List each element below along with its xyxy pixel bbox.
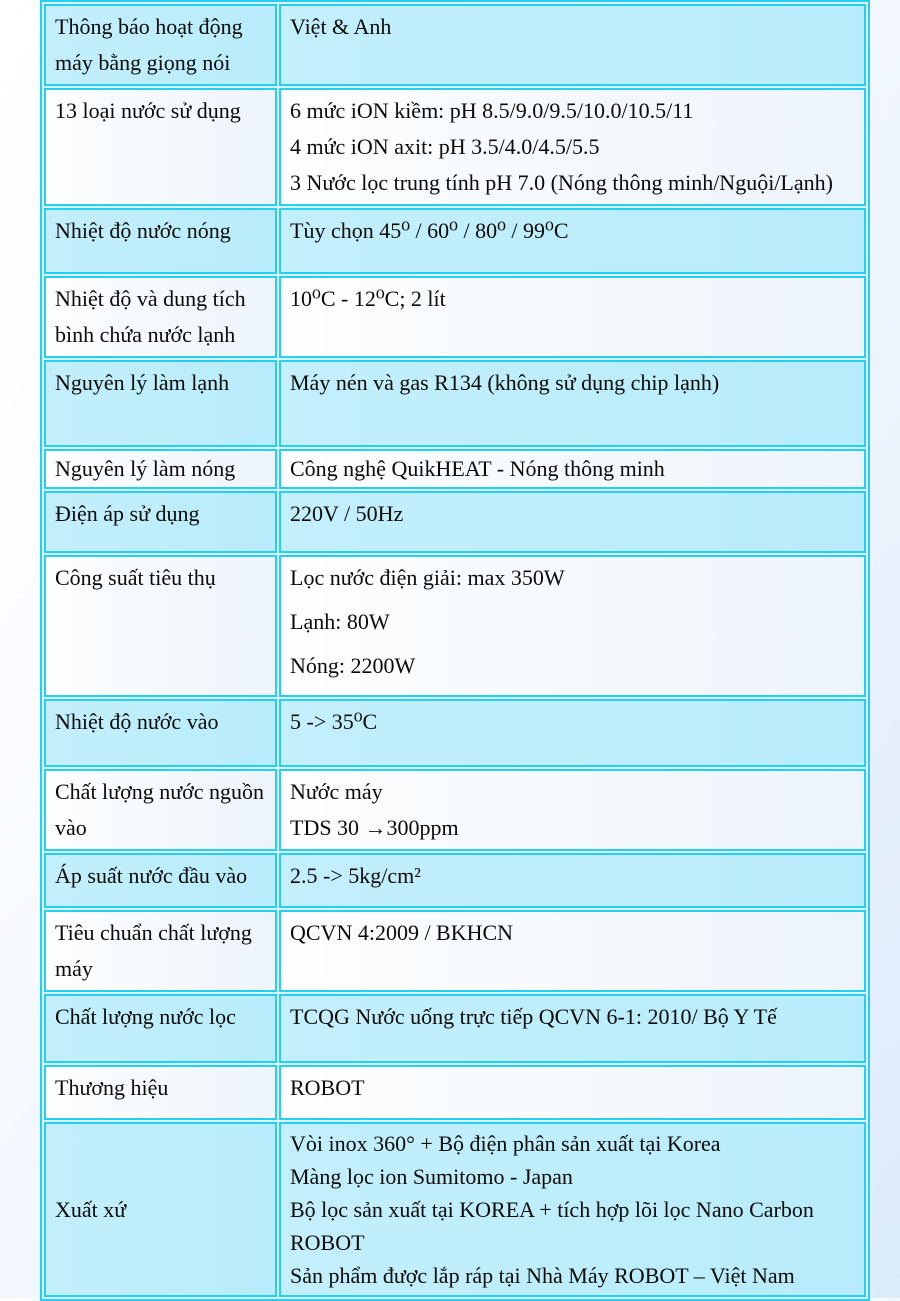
spec-value-cell	[279, 769, 866, 851]
spec-value-cell	[279, 994, 866, 1063]
spec-label-cell: Áp suất nước đầu vào	[44, 853, 277, 908]
table-row	[44, 88, 866, 206]
spec-value-cell	[279, 449, 866, 489]
spec-value-line: 220V / 50Hz	[290, 501, 404, 526]
spec-value-line: 3 Nước lọc trung tính pH 7.0 (Nóng thông minh/Nguội/Lạnh)	[290, 170, 833, 195]
spec-label-cell: Thông báo hoạt động máy bằng giọng nói	[44, 4, 277, 86]
spec-value-line: Màng lọc ion Sumitomo - Japan	[290, 1164, 573, 1189]
spec-value-cell	[279, 699, 866, 767]
spec-value-line: 5 -> 35⁰C	[290, 709, 378, 734]
spec-label-cell: 13 loại nước sử dụng	[44, 88, 277, 206]
table-row	[44, 994, 866, 1063]
table-row	[44, 1065, 866, 1120]
spec-value-line: 6 mức iON kiềm: pH 8.5/9.0/9.5/10.0/10.5/11	[290, 98, 694, 123]
spec-value-line: 10⁰C - 12⁰C; 2 lít	[290, 286, 446, 311]
table-row	[44, 1122, 866, 1297]
spec-label-cell: Nhiệt độ và dung tích bình chứa nước lạnh	[44, 276, 277, 358]
table-row	[44, 853, 866, 908]
table-row	[44, 208, 866, 274]
table-row	[44, 555, 866, 697]
spec-label-cell: Nhiệt độ nước vào	[44, 699, 277, 767]
spec-value-cell	[279, 491, 866, 553]
table-row	[44, 769, 866, 851]
table-row	[44, 360, 866, 447]
spec-label-cell: Chất lượng nước nguồn vào	[44, 769, 277, 851]
table-row	[44, 4, 866, 86]
spec-value-line: TDS 30 →300ppm	[290, 815, 459, 840]
table-row	[44, 491, 866, 553]
table-row	[44, 910, 866, 992]
spec-value-line: TCQG Nước uống trực tiếp QCVN 6-1: 2010/ Bộ Y Tế	[290, 1004, 777, 1029]
spec-label-cell: Công suất tiêu thụ	[44, 555, 277, 697]
spec-value-line: Việt & Anh	[290, 14, 392, 39]
spec-table	[40, 0, 870, 1301]
spec-value-line: Công nghệ QuikHEAT - Nóng thông minh	[290, 456, 665, 481]
spec-value-cell	[279, 555, 866, 697]
spec-value-cell	[279, 910, 866, 992]
table-row	[44, 276, 866, 358]
spec-value-line: Bộ lọc sản xuất tại KOREA + tích hợp lõi lọc Nano Carbon ROBOT	[290, 1197, 814, 1255]
spec-value-line: ROBOT	[290, 1075, 365, 1100]
spec-value-cell	[279, 853, 866, 908]
spec-label-cell: Xuất xứ	[44, 1122, 277, 1297]
spec-value-line: QCVN 4:2009 / BKHCN	[290, 920, 514, 945]
spec-label-cell: Điện áp sử dụng	[44, 491, 277, 553]
table-row	[44, 699, 866, 767]
spec-value-line: 2.5 -> 5kg/cm²	[290, 863, 421, 888]
spec-label-cell: Chất lượng nước lọc	[44, 994, 277, 1063]
spec-value-cell	[279, 276, 866, 358]
spec-value-line: Lạnh: 80W	[290, 609, 390, 634]
spec-label-cell: Nhiệt độ nước nóng	[44, 208, 277, 274]
spec-value-line: Vòi inox 360° + Bộ điện phân sản xuất tại Korea	[290, 1131, 721, 1156]
spec-value-cell	[279, 1122, 866, 1297]
spec-value-line: Nóng: 2200W	[290, 653, 416, 678]
spec-value-line: Nước máy	[290, 779, 383, 804]
spec-value-cell	[279, 360, 866, 447]
spec-value-line: 4 mức iON axit: pH 3.5/4.0/4.5/5.5	[290, 134, 600, 159]
spec-label-cell: Nguyên lý làm nóng	[44, 449, 277, 489]
spec-value-cell	[279, 208, 866, 274]
spec-table-body	[44, 4, 866, 1297]
spec-value-cell	[279, 88, 866, 206]
spec-value-line: Sản phẩm được lắp ráp tại Nhà Máy ROBOT – Việt Nam	[290, 1263, 795, 1288]
table-row	[44, 449, 866, 489]
spec-label-cell: Nguyên lý làm lạnh	[44, 360, 277, 447]
spec-label-cell: Thương hiệu	[44, 1065, 277, 1120]
spec-value-cell	[279, 4, 866, 86]
spec-value-line: Tùy chọn 45⁰ / 60⁰ / 80⁰ / 99⁰C	[290, 218, 569, 243]
spec-label-cell: Tiêu chuẩn chất lượng máy	[44, 910, 277, 992]
spec-value-cell	[279, 1065, 866, 1120]
spec-value-line: Máy nén và gas R134 (không sử dụng chip lạnh)	[290, 370, 720, 395]
spec-value-line: Lọc nước điện giải: max 350W	[290, 565, 565, 590]
